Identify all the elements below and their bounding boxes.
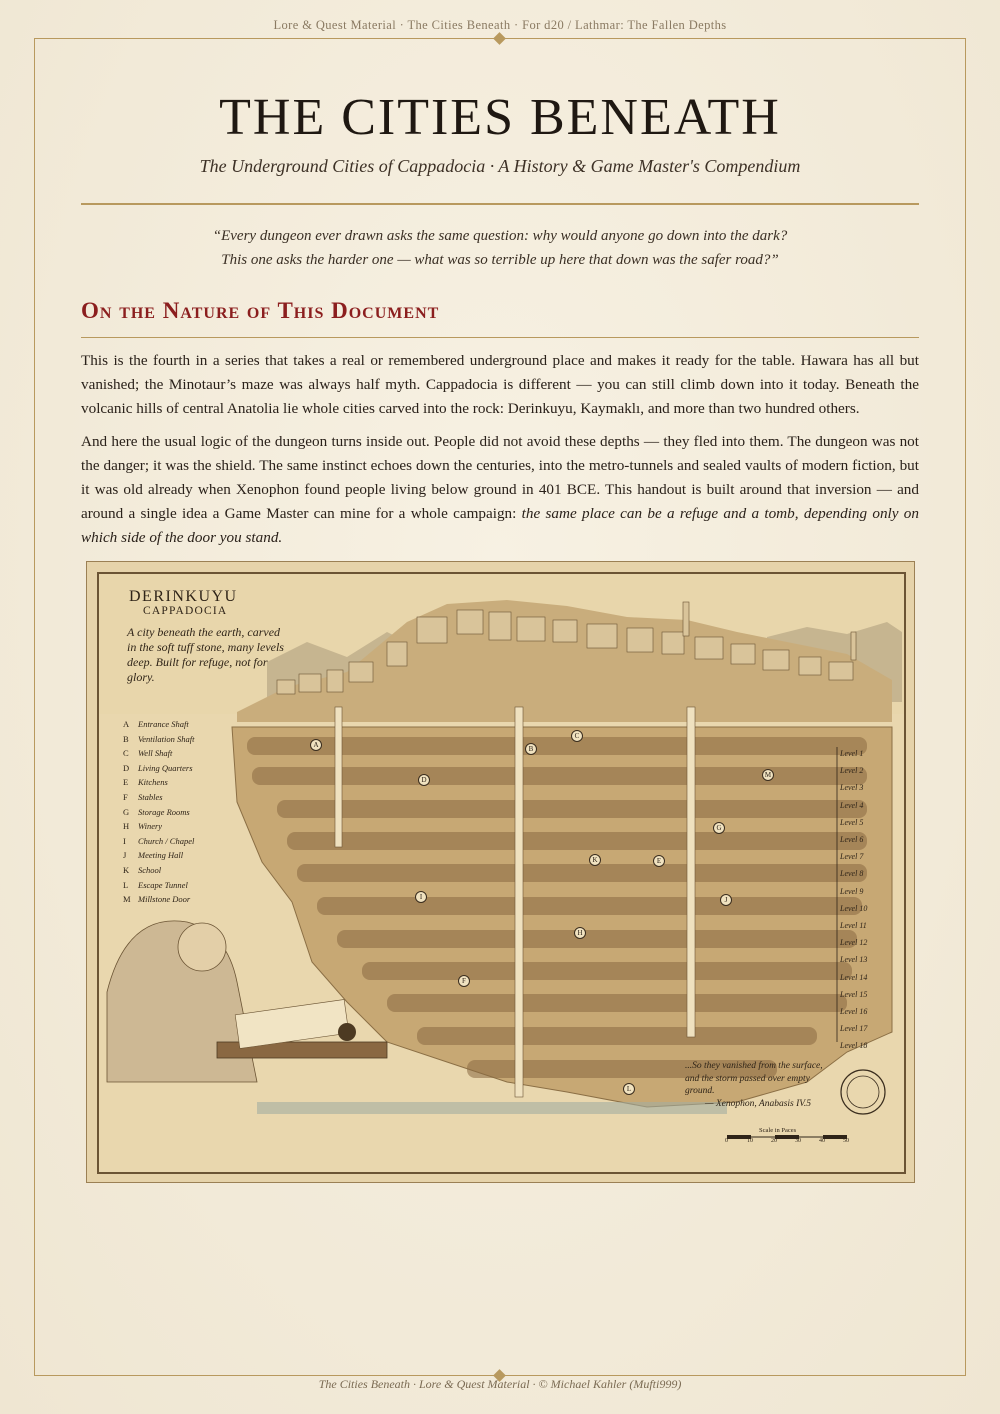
underground-water [257, 1102, 727, 1114]
scale-tick-0: 0 [725, 1138, 728, 1144]
level-label: Level 7 [840, 852, 864, 862]
level-label: Level 15 [840, 989, 868, 999]
epigraph-line-2: This one asks the harder one — what was so terrible up here that down was the safer road?” [221, 252, 779, 268]
legend-key: B [123, 733, 129, 744]
epigraph [150, 224, 850, 272]
level-label: Level 17 [840, 1024, 868, 1034]
body-paragraph-2 [81, 430, 919, 550]
level-label: Level 6 [840, 835, 864, 844]
scale-tick-40: 40 [819, 1138, 825, 1144]
marker-a: A [310, 739, 322, 751]
page-subtitle: The Underground Cities of Cappadocia · A History & Game Master's Compendium [199, 156, 801, 176]
legend-key: E [123, 777, 129, 788]
legend-label: Meeting Hall [138, 850, 184, 861]
marker-h: H [574, 927, 586, 939]
map-subtitle: CAPPADOCIA [143, 605, 228, 617]
legend-item [123, 819, 194, 834]
legend-label: Entrance Shaft [138, 719, 189, 729]
level-label: Level 10 [840, 903, 868, 913]
marker-j: J [720, 894, 732, 906]
level-label: Level 16 [840, 1007, 868, 1016]
scale-tick-10: 10 [747, 1138, 753, 1144]
legend-label: Ventilation Shaft [138, 733, 195, 744]
page-title: THE CITIES BENEATH [219, 89, 781, 146]
marker-b: B [525, 743, 537, 755]
legend-item [123, 761, 194, 776]
marker-d: D [418, 774, 430, 786]
marker-c: C [571, 730, 583, 742]
legend-key: I [123, 835, 126, 846]
legend-item [123, 775, 194, 790]
level-label: Level 18 [840, 1041, 868, 1051]
legend-key: F [123, 791, 128, 802]
legend-item [123, 732, 194, 747]
body-paragraph-1: This is the fourth in a series that takes a real or remembered underground place and makes it ready for the table. Hawara has all but vanished; the Minotaur’s maze was always half myth. Cappadocia is different — you can still climb down into it today. Beneath the volcanic hills of central Anatolia lie whole cities carved into the rock: Derinkuyu, Kaymaklı, and more than two hundred others. [81, 352, 919, 417]
level-label: Level 14 [840, 972, 868, 982]
marker-m: M [762, 769, 774, 781]
marker-g: G [713, 822, 725, 834]
legend-key: H [123, 821, 130, 832]
map-quote-text: ...So they vanished from the surface, and the storm passed over empty ground. [685, 1061, 823, 1096]
level-label: Level 12 [840, 938, 868, 948]
level-label: Level 5 [840, 817, 864, 827]
map-quote-attribution: — Xenophon, Anabasis IV.5 [705, 1098, 811, 1109]
legend-item [123, 805, 194, 820]
level-label: Level 9 [840, 886, 864, 896]
legend-key: A [123, 719, 130, 729]
map-quote [685, 1060, 835, 1110]
marker-k: K [589, 854, 601, 866]
inkpot [338, 1023, 356, 1041]
map-seal-inner [847, 1076, 879, 1108]
level-label: Level 11 [840, 921, 867, 930]
legend-label: Escape Tunnel [138, 879, 188, 890]
legend-key: M [123, 894, 131, 905]
minaret-2 [851, 632, 856, 660]
marker-f: F [458, 975, 470, 987]
legend-label: Kitchens [138, 777, 168, 788]
legend-label: School [138, 864, 162, 875]
scale-tick-30: 30 [795, 1138, 801, 1144]
map-legend [123, 717, 194, 907]
legend-item [123, 790, 194, 805]
legend-key: J [123, 850, 127, 861]
scale-label: Scale in Paces [759, 1127, 797, 1134]
scribe-head [178, 923, 226, 971]
minaret-1 [683, 602, 689, 636]
level-label: Level 4 [840, 800, 864, 810]
scribe-scroll [235, 1000, 349, 1049]
scale-tick-20: 20 [771, 1138, 777, 1144]
body-paragraph-2-emphasis: the same place can be a refuge and a tomb, depending only on which side of the door you stand. [81, 505, 919, 546]
page-footer: The Cities Beneath · Lore & Quest Material · © Michael Kahler (Mufti999) [318, 1377, 682, 1391]
marker-e: E [653, 855, 665, 867]
map-seal [841, 1070, 885, 1114]
legend-item [123, 746, 194, 761]
level-label: Level 1 [840, 749, 864, 758]
legend-label: Living Quarters [138, 762, 193, 773]
legend-label: Stables [138, 791, 163, 802]
level-label: Level 3 [840, 783, 864, 793]
legend-label: Church / Chapel [138, 835, 195, 846]
legend-item [123, 892, 194, 907]
level-label: Level 2 [840, 766, 864, 776]
legend-item [123, 717, 194, 732]
legend-key: C [123, 748, 129, 759]
title-divider [81, 203, 919, 205]
map-blurb: A city beneath the earth, carved in the soft tuff stone, many levels deep. Built for refuge, not for glory. [127, 625, 284, 684]
level-label: Level 13 [840, 955, 868, 965]
body-paragraph-2-text: And here the usual logic of the dungeon turns inside out. People did not avoid these depths — they fled into them. The dungeon was not the danger; it was the shield. The same instinct echoes down the centuries, into the metro-tunnels and sealed vaults of modern fiction, but it was old already when Xenophon found people living below ground in 401 BCE. This handout is built around that inversion — and around a single idea a Game Master can mine for a whole campaign: [81, 433, 919, 522]
legend-item [123, 863, 194, 878]
legend-label: Winery [138, 821, 163, 832]
legend-key: L [123, 879, 129, 890]
derinkuyu-cutaway-map [86, 561, 915, 1183]
level-label: Level 8 [840, 869, 864, 879]
map-title: DERINKUYU [129, 588, 238, 605]
legend-item [123, 834, 194, 849]
scale-tick-50: 50 [843, 1138, 849, 1144]
section-divider [81, 337, 919, 338]
legend-label: Millstone Door [138, 894, 191, 905]
legend-label: Well Shaft [138, 748, 173, 759]
legend-key: G [123, 806, 130, 817]
epigraph-line-1: “Every dungeon ever drawn asks the same question: why would anyone go down into the dark? [212, 228, 788, 244]
legend-key: D [123, 762, 130, 773]
section-heading: On the Nature of This Document [81, 298, 440, 323]
legend-item [123, 878, 194, 893]
legend-label: Storage Rooms [138, 806, 190, 817]
marker-l: L [623, 1083, 635, 1095]
legend-item [123, 848, 194, 863]
legend-key: K [123, 864, 130, 875]
running-head: Lore & Quest Material · The Cities Beneath · For d20 / Lathmar: The Fallen Depths [273, 18, 727, 32]
marker-i: I [415, 891, 427, 903]
